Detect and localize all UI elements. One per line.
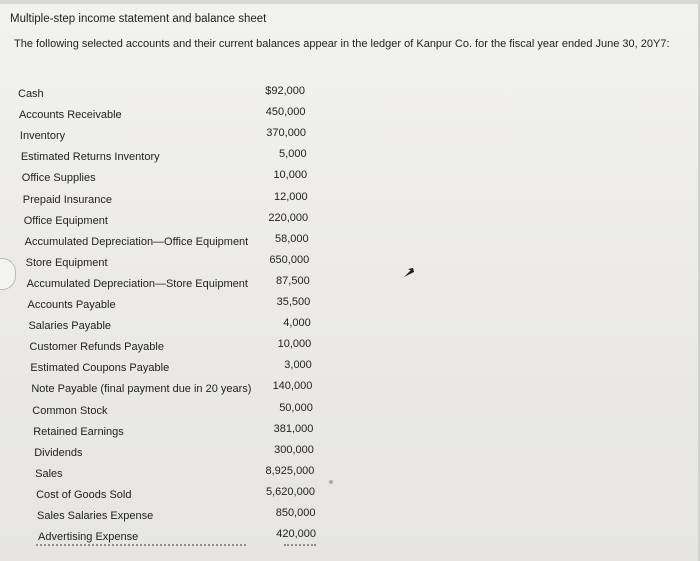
account-name: Estimated Returns Inventory bbox=[20, 151, 160, 164]
page-title: Multiple-step income statement and balance sheet bbox=[10, 13, 267, 25]
account-balance: 140,000 bbox=[272, 380, 313, 393]
account-balance: 50,000 bbox=[279, 401, 313, 414]
account-balance: 8,925,000 bbox=[265, 464, 315, 477]
account-balance: 5,620,000 bbox=[266, 485, 315, 498]
account-balance: 220,000 bbox=[268, 211, 309, 224]
account-balance: 12,000 bbox=[273, 190, 308, 203]
intro-text: The following selected accounts and their current balances appear in the ledger of Kanpur Co. for the fiscal year ended June 30, 20Y7: bbox=[14, 38, 670, 50]
account-name: Inventory bbox=[19, 130, 66, 143]
account-name: Advertising Expense bbox=[38, 531, 139, 544]
mouse-pointer-icon bbox=[403, 266, 415, 278]
account-name: Cash bbox=[18, 88, 44, 100]
account-name: Cost of Goods Sold bbox=[36, 488, 132, 501]
cut-off-row-label bbox=[36, 544, 246, 552]
account-balance: 5,000 bbox=[279, 148, 307, 161]
account-name: Common Stock bbox=[32, 404, 108, 417]
account-name: Accounts Receivable bbox=[18, 109, 122, 122]
account-name: Office Supplies bbox=[21, 172, 96, 185]
account-balance: 87,500 bbox=[276, 274, 310, 287]
account-balance: 420,000 bbox=[276, 528, 316, 541]
account-name: Sales bbox=[35, 467, 63, 480]
account-balance: 300,000 bbox=[274, 443, 314, 456]
account-balance: $92,000 bbox=[265, 85, 305, 97]
cut-off-row-amount bbox=[284, 544, 316, 552]
account-name: Note Payable (final payment due in 20 years) bbox=[31, 383, 252, 396]
account-balance: 3,000 bbox=[284, 359, 312, 372]
account-balance: 58,000 bbox=[275, 232, 309, 245]
account-name: Sales Salaries Expense bbox=[37, 510, 154, 522]
account-name: Dividends bbox=[34, 446, 83, 459]
account-balance: 850,000 bbox=[275, 507, 316, 519]
account-name: Accounts Payable bbox=[27, 299, 116, 311]
account-name: Prepaid Insurance bbox=[22, 193, 113, 206]
account-balance: 381,000 bbox=[273, 422, 314, 435]
account-balance: 450,000 bbox=[265, 106, 306, 119]
account-balance: 10,000 bbox=[273, 169, 308, 182]
account-name: Store Equipment bbox=[25, 256, 108, 269]
account-name: Salaries Payable bbox=[28, 320, 112, 333]
speck bbox=[329, 480, 333, 484]
account-balance: 4,000 bbox=[283, 317, 311, 330]
account-balance: 650,000 bbox=[269, 253, 310, 266]
account-name: Accumulated Depreciation—Office Equipment bbox=[24, 235, 249, 248]
account-name: Estimated Coupons Payable bbox=[30, 362, 170, 375]
account-name: Accumulated Depreciation—Store Equipment bbox=[26, 277, 248, 290]
account-name: Customer Refunds Payable bbox=[29, 341, 164, 354]
account-balance: 35,500 bbox=[276, 296, 311, 308]
account-name: Retained Earnings bbox=[33, 425, 124, 438]
account-balance: 370,000 bbox=[266, 127, 307, 140]
account-name: Office Equipment bbox=[23, 214, 108, 227]
account-balance: 10,000 bbox=[277, 338, 312, 351]
